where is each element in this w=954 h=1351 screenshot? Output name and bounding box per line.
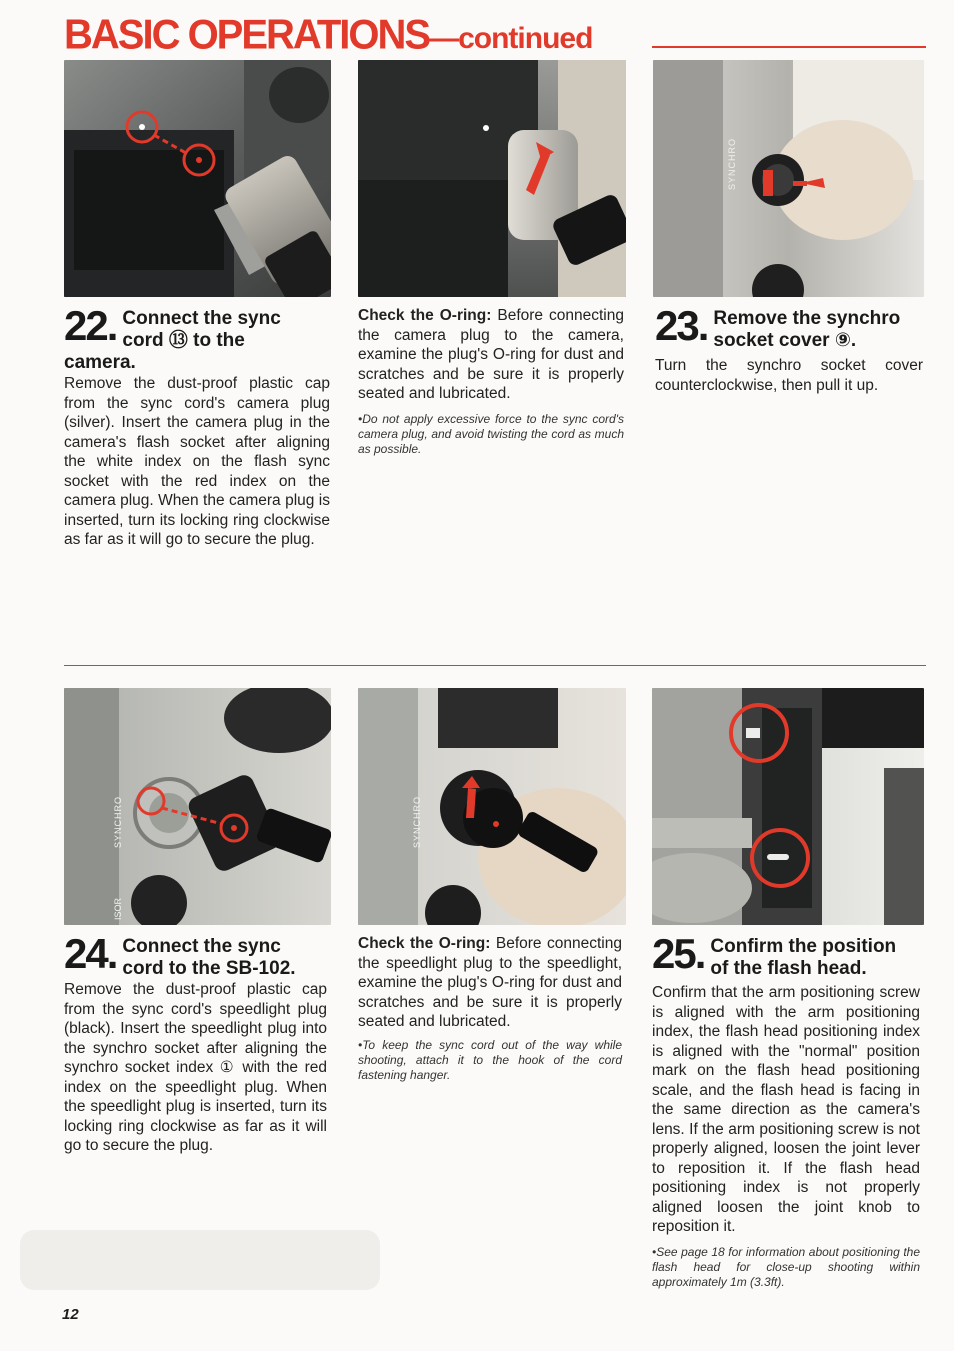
check-oring-1-body: Before connecting the camera plug to the camera, examine the plug's O-ring for dust and scratches and be sure it is properly seated and lubricated.: [358, 307, 624, 402]
step-25: [652, 930, 920, 1290]
synchro-label: SYNCHRO: [727, 137, 737, 190]
step-22-title-line1: Connect the sync: [122, 308, 281, 329]
synchro-label-2: SYNCHRO: [113, 795, 123, 848]
page-number: 12: [62, 1306, 79, 1323]
step-23-title: [713, 308, 900, 352]
section-divider: [64, 665, 926, 666]
step-25-title: [710, 936, 896, 980]
step-22-number: 22.: [64, 302, 117, 349]
step-24-title-line2: cord to the SB-102.: [122, 958, 296, 979]
check-oring-2-text: [358, 934, 622, 1032]
step-25-body: Confirm that the arm positioning screw is aligned with the arm positioning index, the flash head positioning index is aligned with the "normal" position mark on the flash head positioning scale, and the flash head is facing in the same direction as the camera's lens. If the arm positioning screw is not properly aligned, loosen the joint lever to reposition it. If the flash head positioning index is not properly aligned loosen the joint knob to reposition it.: [652, 984, 920, 1235]
step-22-title-line3: camera.: [64, 352, 136, 373]
step-23-body: Turn the synchro socket cover counterclockwise, then pull it up.: [655, 357, 923, 394]
step-25-number: 25.: [652, 930, 705, 977]
check-oring-2-note: •To keep the sync cord out of the way while shooting, attach it to the hook of the cord fastening hanger.: [358, 1037, 622, 1082]
photo-synchro-socket-cover: [653, 60, 924, 297]
synchro-label-3: SYNCHRO: [412, 795, 422, 848]
step-22-body: Remove the dust-proof plastic cap from the sync cord's camera plug (silver). Insert the camera plug in the camera's flash socket after aligning the white index on the flash sync socket with the red index on the camera plug. When the camera plug is inserted, turn its locking ring clockwise as far as it will go to secure the plug.: [64, 375, 330, 548]
step-24-heading: [64, 930, 327, 980]
step-25-title-line2: of the flash head.: [710, 958, 867, 979]
step-23-title-line1: Remove the synchro: [713, 308, 901, 329]
step-22-title: [122, 308, 280, 352]
step-25-title-line1: Confirm the position: [710, 936, 897, 957]
step-22: [64, 302, 330, 550]
step-24: [64, 930, 327, 1156]
page-title-main: BASIC OPERATIONS: [64, 11, 430, 59]
check-oring-2-body: Before connecting the speedlight plug to the speedlight, examine the plug's O-ring for dust and scratches and be sure it is properly seated and lubricated.: [358, 935, 622, 1030]
photo-camera-plug-locked: [358, 60, 626, 297]
check-oring-2-lead: Check the O-ring:: [358, 935, 491, 952]
step-23-title-line2: socket cover ⑨.: [713, 330, 857, 351]
step-22-title-line2: cord ⑬ to the: [122, 330, 245, 351]
show-through-artifact: [20, 1230, 380, 1290]
sensor-label: ISOR: [113, 897, 123, 920]
step-25-heading: [652, 930, 920, 980]
page-title: [64, 10, 592, 64]
step-23-number: 23.: [655, 302, 708, 349]
step-23: [655, 302, 923, 395]
step-23-heading: [655, 302, 923, 352]
photo-sb102-socket: [64, 688, 331, 925]
step-24-number: 24.: [64, 930, 117, 977]
step-24-body: Remove the dust-proof plastic cap from the sync cord's speedlight plug (black). Insert the speedlight plug into the synchro socket after aligning the synchro socket index ① with the red index on the speedlight plug. When the speedlight plug is inserted, turn its locking ring clockwise as far as it will go to secure the plug.: [64, 981, 327, 1154]
title-rule: [652, 46, 926, 48]
step-24-title: [122, 936, 295, 980]
check-oring-2: [358, 934, 622, 1083]
photo-sb102-plug-locked: [358, 688, 626, 925]
check-oring-1-lead: Check the O-ring:: [358, 307, 492, 324]
step-25-note: •See page 18 for information about positioning the flash head for close-up shooting within approximately 1m (3.3ft).: [652, 1244, 920, 1289]
step-22-heading: [64, 302, 330, 352]
page-title-suffix: —continued: [429, 22, 593, 55]
check-oring-1-note: •Do not apply excessive force to the sync cord's camera plug, and avoid twisting the cord as much as possible.: [358, 411, 624, 456]
check-oring-1-text: [358, 306, 624, 404]
photo-flash-head-position: [652, 688, 924, 925]
photo-camera-socket: [64, 60, 331, 297]
step-24-title-line1: Connect the sync: [122, 936, 281, 957]
check-oring-1: [358, 306, 624, 457]
